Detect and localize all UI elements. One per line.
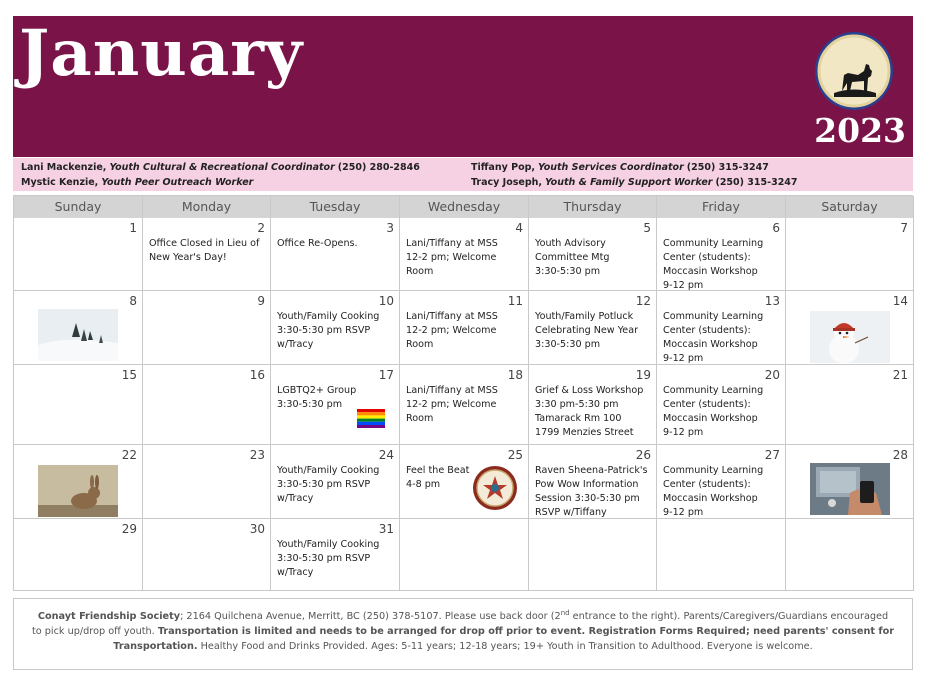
- day-number: 18: [507, 368, 523, 382]
- event-text: [535, 384, 652, 440]
- day-cell-17: [271, 365, 400, 445]
- event-line: Moccasin Workshop: [663, 413, 758, 424]
- event-line: 3:30-5:30 pm: [535, 339, 601, 350]
- day-number: 3: [386, 221, 394, 235]
- event-line: Center (students):: [663, 325, 751, 336]
- event-line: 9-12 pm: [663, 507, 704, 518]
- day-number: 7: [900, 221, 908, 235]
- phone-hand-photo: [810, 463, 890, 519]
- rabbit-photo: [38, 465, 118, 521]
- day-cell-23: [143, 445, 271, 519]
- weekday-header-saturday: Saturday: [786, 196, 914, 218]
- day-number: 22: [121, 448, 137, 462]
- weekday-header-sunday: Sunday: [14, 196, 143, 218]
- staff-contact: Tiffany Pop, Youth Services Coordinator (250) 315-3247: [471, 162, 769, 173]
- event-line: Youth/Family Cooking: [277, 311, 380, 322]
- event-line: Raven Sheena-Patrick's: [535, 465, 648, 476]
- snowman-photo: [810, 311, 890, 367]
- event-line: Center (students):: [663, 399, 751, 410]
- day-cell-31: [271, 519, 400, 591]
- footer-notice: Conayt Friendship Society; 2164 Quilchena Avenue, Merritt, BC (250) 378-5107. Please use back door (2nd entrance to the right). Parents/Caregivers/Guardians encouraged to pick up/drop off youth. Transportation is limited and needs to be arranged for drop off prior to event. Registration Forms Required; need parents' consent for Transportation. Healthy Food and Drinks Provided. Ages: 5-11 years; 12-18 years; 19+ Youth in Transition to Adulthood. Everyone is welcome.: [13, 598, 913, 670]
- event-text: [277, 538, 395, 580]
- day-cell-20: [657, 365, 786, 445]
- empty-day-cell: [786, 519, 914, 591]
- day-number: 13: [764, 294, 780, 308]
- calendar-grid: [13, 195, 913, 591]
- event-line: 9-12 pm: [663, 353, 704, 364]
- event-text: [663, 384, 781, 440]
- day-number: 1: [129, 221, 137, 235]
- day-cell-3: [271, 218, 400, 291]
- day-number: 2: [257, 221, 265, 235]
- day-cell-24: [271, 445, 400, 519]
- event-line: Tamarack Rm 100: [535, 413, 622, 424]
- event-line: w/Tracy: [277, 493, 314, 504]
- event-line: 12-2 pm; Welcome: [406, 252, 497, 263]
- event-line: Office Re-Opens.: [277, 238, 358, 249]
- event-line: New Year's Day!: [149, 252, 227, 263]
- drum-logo-icon: [472, 465, 518, 515]
- day-cell-4: [400, 218, 529, 291]
- day-number: 24: [378, 448, 394, 462]
- event-line: 12-2 pm; Welcome: [406, 399, 497, 410]
- event-line: Center (students):: [663, 479, 751, 490]
- event-line: 9-12 pm: [663, 427, 704, 438]
- day-cell-1: [14, 218, 143, 291]
- day-number: 19: [635, 368, 651, 382]
- day-number: 23: [249, 448, 265, 462]
- event-line: Community Learning: [663, 385, 764, 396]
- event-line: Community Learning: [663, 311, 764, 322]
- event-line: Room: [406, 413, 434, 424]
- day-cell-14: [786, 291, 914, 365]
- event-line: Celebrating New Year: [535, 325, 639, 336]
- event-text: [535, 237, 652, 279]
- event-line: Lani/Tiffany at MSS: [406, 238, 498, 249]
- empty-day-cell: [400, 519, 529, 591]
- day-cell-29: [14, 519, 143, 591]
- day-number: 27: [764, 448, 780, 462]
- pride-flag-icon: [357, 409, 385, 432]
- day-cell-30: [143, 519, 271, 591]
- day-number: 29: [121, 522, 137, 536]
- day-number: 9: [257, 294, 265, 308]
- event-text: [277, 310, 395, 352]
- event-line: Lani/Tiffany at MSS: [406, 385, 498, 396]
- day-cell-5: [529, 218, 657, 291]
- day-number: 4: [515, 221, 523, 235]
- day-number: 20: [764, 368, 780, 382]
- event-line: Community Learning: [663, 465, 764, 476]
- day-cell-16: [143, 365, 271, 445]
- event-text: [277, 464, 395, 506]
- event-line: Moccasin Workshop: [663, 339, 758, 350]
- event-line: 4-8 pm: [406, 479, 441, 490]
- weekday-header-friday: Friday: [657, 196, 786, 218]
- event-line: 3:30-5:30 pm RSVP: [277, 553, 371, 564]
- day-cell-22: [14, 445, 143, 519]
- day-number: 12: [635, 294, 651, 308]
- month-banner: [13, 16, 913, 157]
- day-cell-26: [529, 445, 657, 519]
- empty-day-cell: [657, 519, 786, 591]
- event-text: [406, 237, 524, 279]
- event-text: [663, 237, 781, 293]
- month-title: January: [19, 16, 304, 91]
- event-text: [663, 464, 781, 520]
- event-text: [406, 310, 524, 352]
- event-line: Room: [406, 339, 434, 350]
- event-line: 12-2 pm; Welcome: [406, 325, 497, 336]
- staff-contacts: [13, 158, 913, 191]
- day-cell-6: [657, 218, 786, 291]
- day-number: 14: [892, 294, 908, 308]
- day-number: 30: [249, 522, 265, 536]
- weekday-header-thursday: Thursday: [529, 196, 657, 218]
- day-number: 17: [378, 368, 394, 382]
- day-number: 5: [643, 221, 651, 235]
- day-number: 10: [378, 294, 394, 308]
- staff-contact: Lani Mackenzie, Youth Cultural & Recreational Coordinator (250) 280-2846: [21, 162, 420, 173]
- day-number: 31: [378, 522, 394, 536]
- event-line: Feel the Beat: [406, 465, 470, 476]
- empty-day-cell: [529, 519, 657, 591]
- day-cell-19: [529, 365, 657, 445]
- event-line: Moccasin Workshop: [663, 493, 758, 504]
- day-cell-21: [786, 365, 914, 445]
- year-label: 2023: [814, 111, 906, 150]
- day-number: 11: [507, 294, 523, 308]
- day-number: 15: [121, 368, 137, 382]
- event-line: Session 3:30-5:30 pm: [535, 493, 640, 504]
- event-line: Office Closed in Lieu of: [149, 238, 260, 249]
- day-cell-2: [143, 218, 271, 291]
- staff-contact: Tracy Joseph, Youth & Family Support Worker (250) 315-3247: [471, 177, 798, 188]
- event-text: [663, 310, 781, 366]
- event-line: LGBTQ2+ Group: [277, 385, 357, 396]
- wolf-moon-icon: [814, 31, 894, 111]
- event-line: Room: [406, 266, 434, 277]
- weekday-header-wednesday: Wednesday: [400, 196, 529, 218]
- day-cell-28: [786, 445, 914, 519]
- event-text: [406, 384, 524, 426]
- winter-trees-photo: [38, 309, 118, 365]
- event-line: Youth/Family Cooking: [277, 465, 380, 476]
- weekday-header-monday: Monday: [143, 196, 271, 218]
- event-line: 3:30-5:30 pm: [277, 399, 343, 410]
- day-number: 6: [772, 221, 780, 235]
- event-line: 1799 Menzies Street: [535, 427, 634, 438]
- day-number: 21: [892, 368, 908, 382]
- event-line: Lani/Tiffany at MSS: [406, 311, 498, 322]
- day-number: 26: [635, 448, 651, 462]
- day-cell-9: [143, 291, 271, 365]
- event-line: Committee Mtg: [535, 252, 610, 263]
- day-cell-12: [529, 291, 657, 365]
- day-cell-13: [657, 291, 786, 365]
- day-cell-10: [271, 291, 400, 365]
- event-text: [149, 237, 266, 265]
- event-line: Youth/Family Potluck: [535, 311, 634, 322]
- day-cell-15: [14, 365, 143, 445]
- event-text: [535, 464, 652, 520]
- event-line: w/Tracy: [277, 567, 314, 578]
- day-cell-7: [786, 218, 914, 291]
- event-line: Moccasin Workshop: [663, 266, 758, 277]
- event-line: RSVP w/Tiffany: [535, 507, 607, 518]
- event-line: 3:30 pm-5:30 pm: [535, 399, 619, 410]
- day-cell-11: [400, 291, 529, 365]
- staff-contact: Mystic Kenzie, Youth Peer Outreach Worker: [21, 177, 254, 188]
- event-line: Pow Wow Information: [535, 479, 639, 490]
- day-cell-25: [400, 445, 529, 519]
- day-cell-8: [14, 291, 143, 365]
- event-line: 3:30-5:30 pm RSVP: [277, 325, 371, 336]
- day-number: 16: [249, 368, 265, 382]
- event-line: Community Learning: [663, 238, 764, 249]
- event-line: Center (students):: [663, 252, 751, 263]
- event-text: [277, 237, 395, 251]
- day-number: 28: [892, 448, 908, 462]
- event-line: w/Tracy: [277, 339, 314, 350]
- event-line: 3:30-5:30 pm: [535, 266, 601, 277]
- day-cell-27: [657, 445, 786, 519]
- event-line: Grief & Loss Workshop: [535, 385, 644, 396]
- day-number: 8: [129, 294, 137, 308]
- event-line: Youth/Family Cooking: [277, 539, 380, 550]
- event-line: 9-12 pm: [663, 280, 704, 291]
- event-text: [535, 310, 652, 352]
- day-cell-18: [400, 365, 529, 445]
- event-line: Youth Advisory: [535, 238, 606, 249]
- weekday-header-tuesday: Tuesday: [271, 196, 400, 218]
- event-line: 3:30-5:30 pm RSVP: [277, 479, 371, 490]
- day-number: 25: [507, 448, 523, 462]
- event-text: [277, 384, 395, 412]
